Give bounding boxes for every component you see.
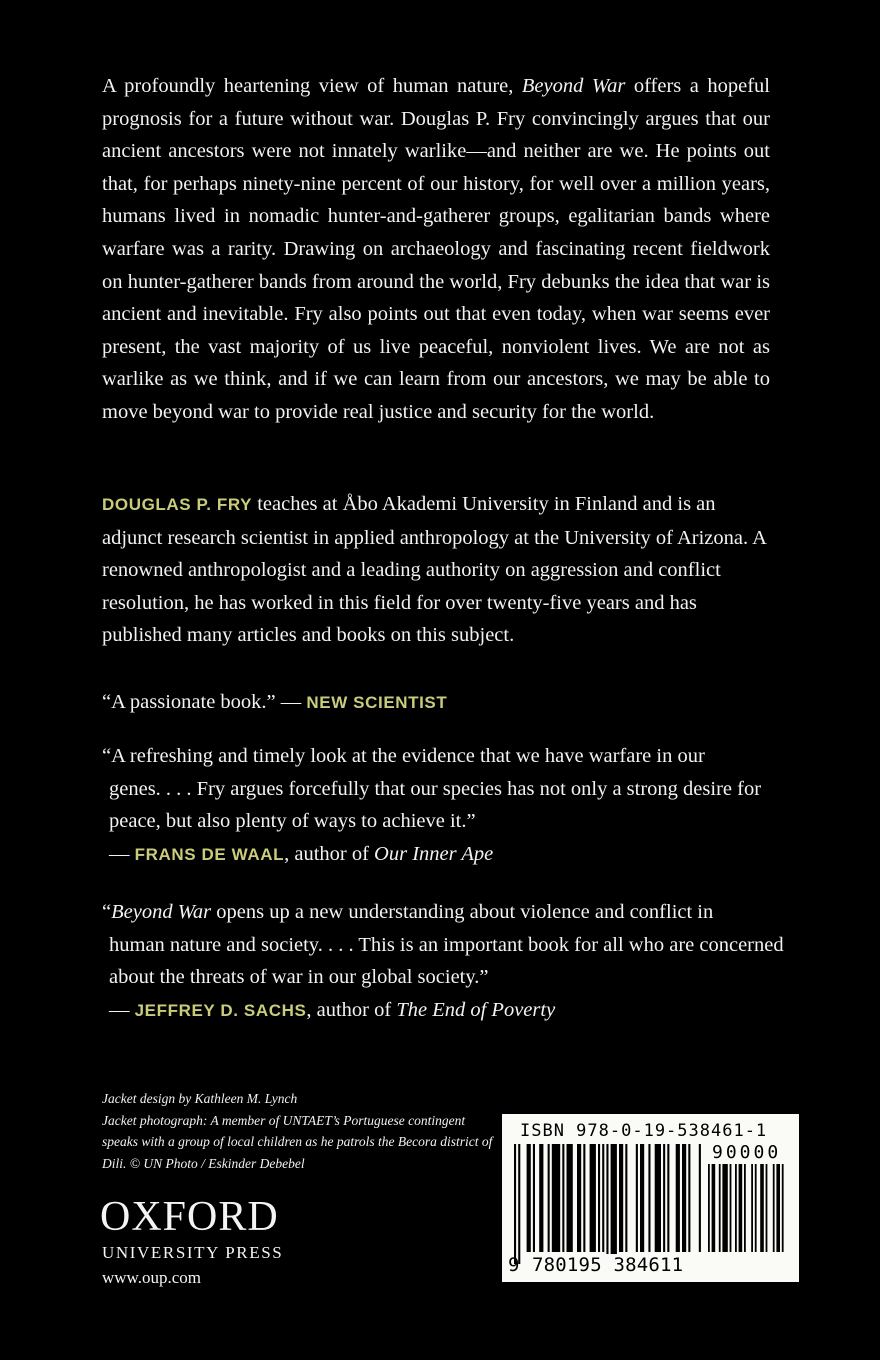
- barcode-bar: [552, 1144, 560, 1252]
- barcode-bar: [676, 1144, 680, 1252]
- barcode-bar: [636, 1144, 638, 1252]
- barcode-bar: [648, 1144, 650, 1252]
- barcode-bar: [663, 1144, 665, 1252]
- description-intro: A profoundly heartening view of human nature,: [102, 75, 522, 97]
- publisher-name: UNIVERSITY PRESS: [102, 1243, 284, 1262]
- reviewer-name: FRANS DE WAAL: [134, 844, 285, 864]
- barcode-bar: [567, 1144, 573, 1252]
- barcode-bar: [719, 1164, 721, 1252]
- review-text: genes. . . . Fry argues forcefully that our species has not only a strong desire for peace, but also plenty of ways to achieve it.”: [109, 777, 762, 833]
- barcode-bar: [514, 1144, 516, 1264]
- review-source: NEW SCIENTIST: [306, 693, 448, 712]
- isbn-number: ISBN 978-0-19-538461-1: [520, 1121, 768, 1141]
- review-quote-3: [102, 896, 802, 1027]
- barcode-bar: [640, 1144, 644, 1252]
- barcode-bar: [667, 1144, 669, 1252]
- author-bio: [102, 488, 770, 652]
- barcode-bar: [773, 1164, 775, 1252]
- barcode-bars: [514, 1144, 702, 1264]
- barcode-bar: [655, 1144, 661, 1252]
- barcode-addon-bars: [708, 1164, 788, 1264]
- reviewer-name: JEFFREY D. SACHS: [134, 1000, 307, 1020]
- barcode-bar: [766, 1164, 768, 1252]
- barcode-bar: [518, 1144, 520, 1264]
- barcode-bar: [688, 1144, 690, 1252]
- review-attribution: — FRANS DE WAAL, author of Our Inner Ape: [109, 842, 494, 865]
- jacket-credits: [102, 1088, 502, 1174]
- review-text-first-line: “Beyond War opens up a new understanding about violence and conflict in: [102, 901, 714, 923]
- author-name: DOUGLAS P. FRY: [102, 495, 253, 514]
- barcode-bar: [602, 1144, 604, 1252]
- isbn-barcode: [502, 1114, 799, 1282]
- description-text: offers a hopeful prognosis for a future without war. Douglas P. Fry convincingly argues that our ancient ancestors were not innately warlike—and neither are we. He points out that, for perhaps ninety-nine percent of our history, for well over a million years, humans lived in nomadic hunter-and-gatherer groups, egalitarian bands where warfare was a rarity. Drawing on archaeology and fascinating recent fieldwork on hunter-gatherer bands from around the world, Fry debunks the idea that war is ancient and inevitable. Fry also points out that even today, when war seems ever present, the vast majority of us live peaceful, nonviolent lives. We are not as warlike as we think, and if we can learn from our ancestors, we may be able to move beyond war to provide real justice and security for the world.: [102, 75, 770, 423]
- barcode-bar: [735, 1164, 737, 1252]
- barcode-bar: [590, 1144, 596, 1252]
- reviewer-book: Our Inner Ape: [374, 842, 494, 865]
- barcode-bar: [562, 1144, 564, 1252]
- barcode-bar: [606, 1144, 608, 1264]
- barcode-bar: [712, 1164, 716, 1252]
- publisher-logo: OXFORD: [100, 1194, 279, 1240]
- barcode-bar: [577, 1144, 581, 1252]
- barcode-bar: [527, 1144, 531, 1252]
- review-text: “A passionate book.”: [102, 691, 276, 713]
- barcode-bar: [533, 1144, 535, 1252]
- barcode-bar: [598, 1144, 600, 1252]
- barcode-bar: [619, 1144, 623, 1252]
- review-attribution: — JEFFREY D. SACHS, author of The End of Poverty: [109, 998, 556, 1021]
- barcode-bar: [583, 1144, 585, 1252]
- barcode-bar: [722, 1164, 727, 1252]
- barcode-bar: [611, 1144, 617, 1264]
- review-text-first-line: “A refreshing and timely look at the evidence that we have warfare in our: [102, 745, 705, 767]
- barcode-bar: [751, 1164, 753, 1252]
- barcode-bar: [782, 1164, 784, 1252]
- review-quote-1: “A passionate book.” — NEW SCIENTIST: [102, 691, 448, 713]
- review-quote-2: [102, 740, 802, 871]
- barcode-bar: [739, 1164, 743, 1252]
- jacket-design-credit: Jacket design by Kathleen M. Lynch: [102, 1091, 298, 1106]
- barcode-bar: [776, 1164, 780, 1252]
- book-description: [102, 70, 770, 429]
- barcode-bar: [699, 1144, 701, 1252]
- review-text: human nature and society. . . . This is an important book for all who are concerned about the threats of war in our global society.”: [109, 933, 784, 989]
- barcode-bar: [539, 1144, 543, 1252]
- barcode-bar: [682, 1144, 686, 1252]
- description-book-title: Beyond War: [521, 75, 626, 97]
- barcode-bar: [548, 1144, 550, 1252]
- barcode-addon-number: 90000: [712, 1142, 782, 1163]
- barcode-digits: 780195 384611: [532, 1254, 684, 1276]
- barcode-bar: [730, 1164, 732, 1252]
- barcode-bar: [755, 1164, 757, 1252]
- barcode-bar: [760, 1164, 764, 1252]
- reviewer-book: The End of Poverty: [396, 998, 556, 1021]
- jacket-photo-credit: Jacket photograph: A member of UNTAET’s Portuguese contingent speaks with a group of local children as he patrols the Becora district of Dili. © UN Photo / Eskinder Debebel: [102, 1112, 493, 1171]
- barcode-bar: [708, 1164, 710, 1252]
- publisher-url: www.oup.com: [102, 1268, 201, 1287]
- barcode-first-digit: 9: [508, 1254, 520, 1276]
- barcode-bar: [625, 1144, 627, 1252]
- barcode-bar: [744, 1164, 746, 1252]
- author-bio-text: teaches at Åbo Akademi University in Finland and is an adjunct research scientist in applied anthropology at the University of Arizona. A renowned anthropologist and a leading authority on aggression and conflict resolution, he has worked in this field for over twenty-five years and has published many articles and books on this subject.: [102, 493, 766, 647]
